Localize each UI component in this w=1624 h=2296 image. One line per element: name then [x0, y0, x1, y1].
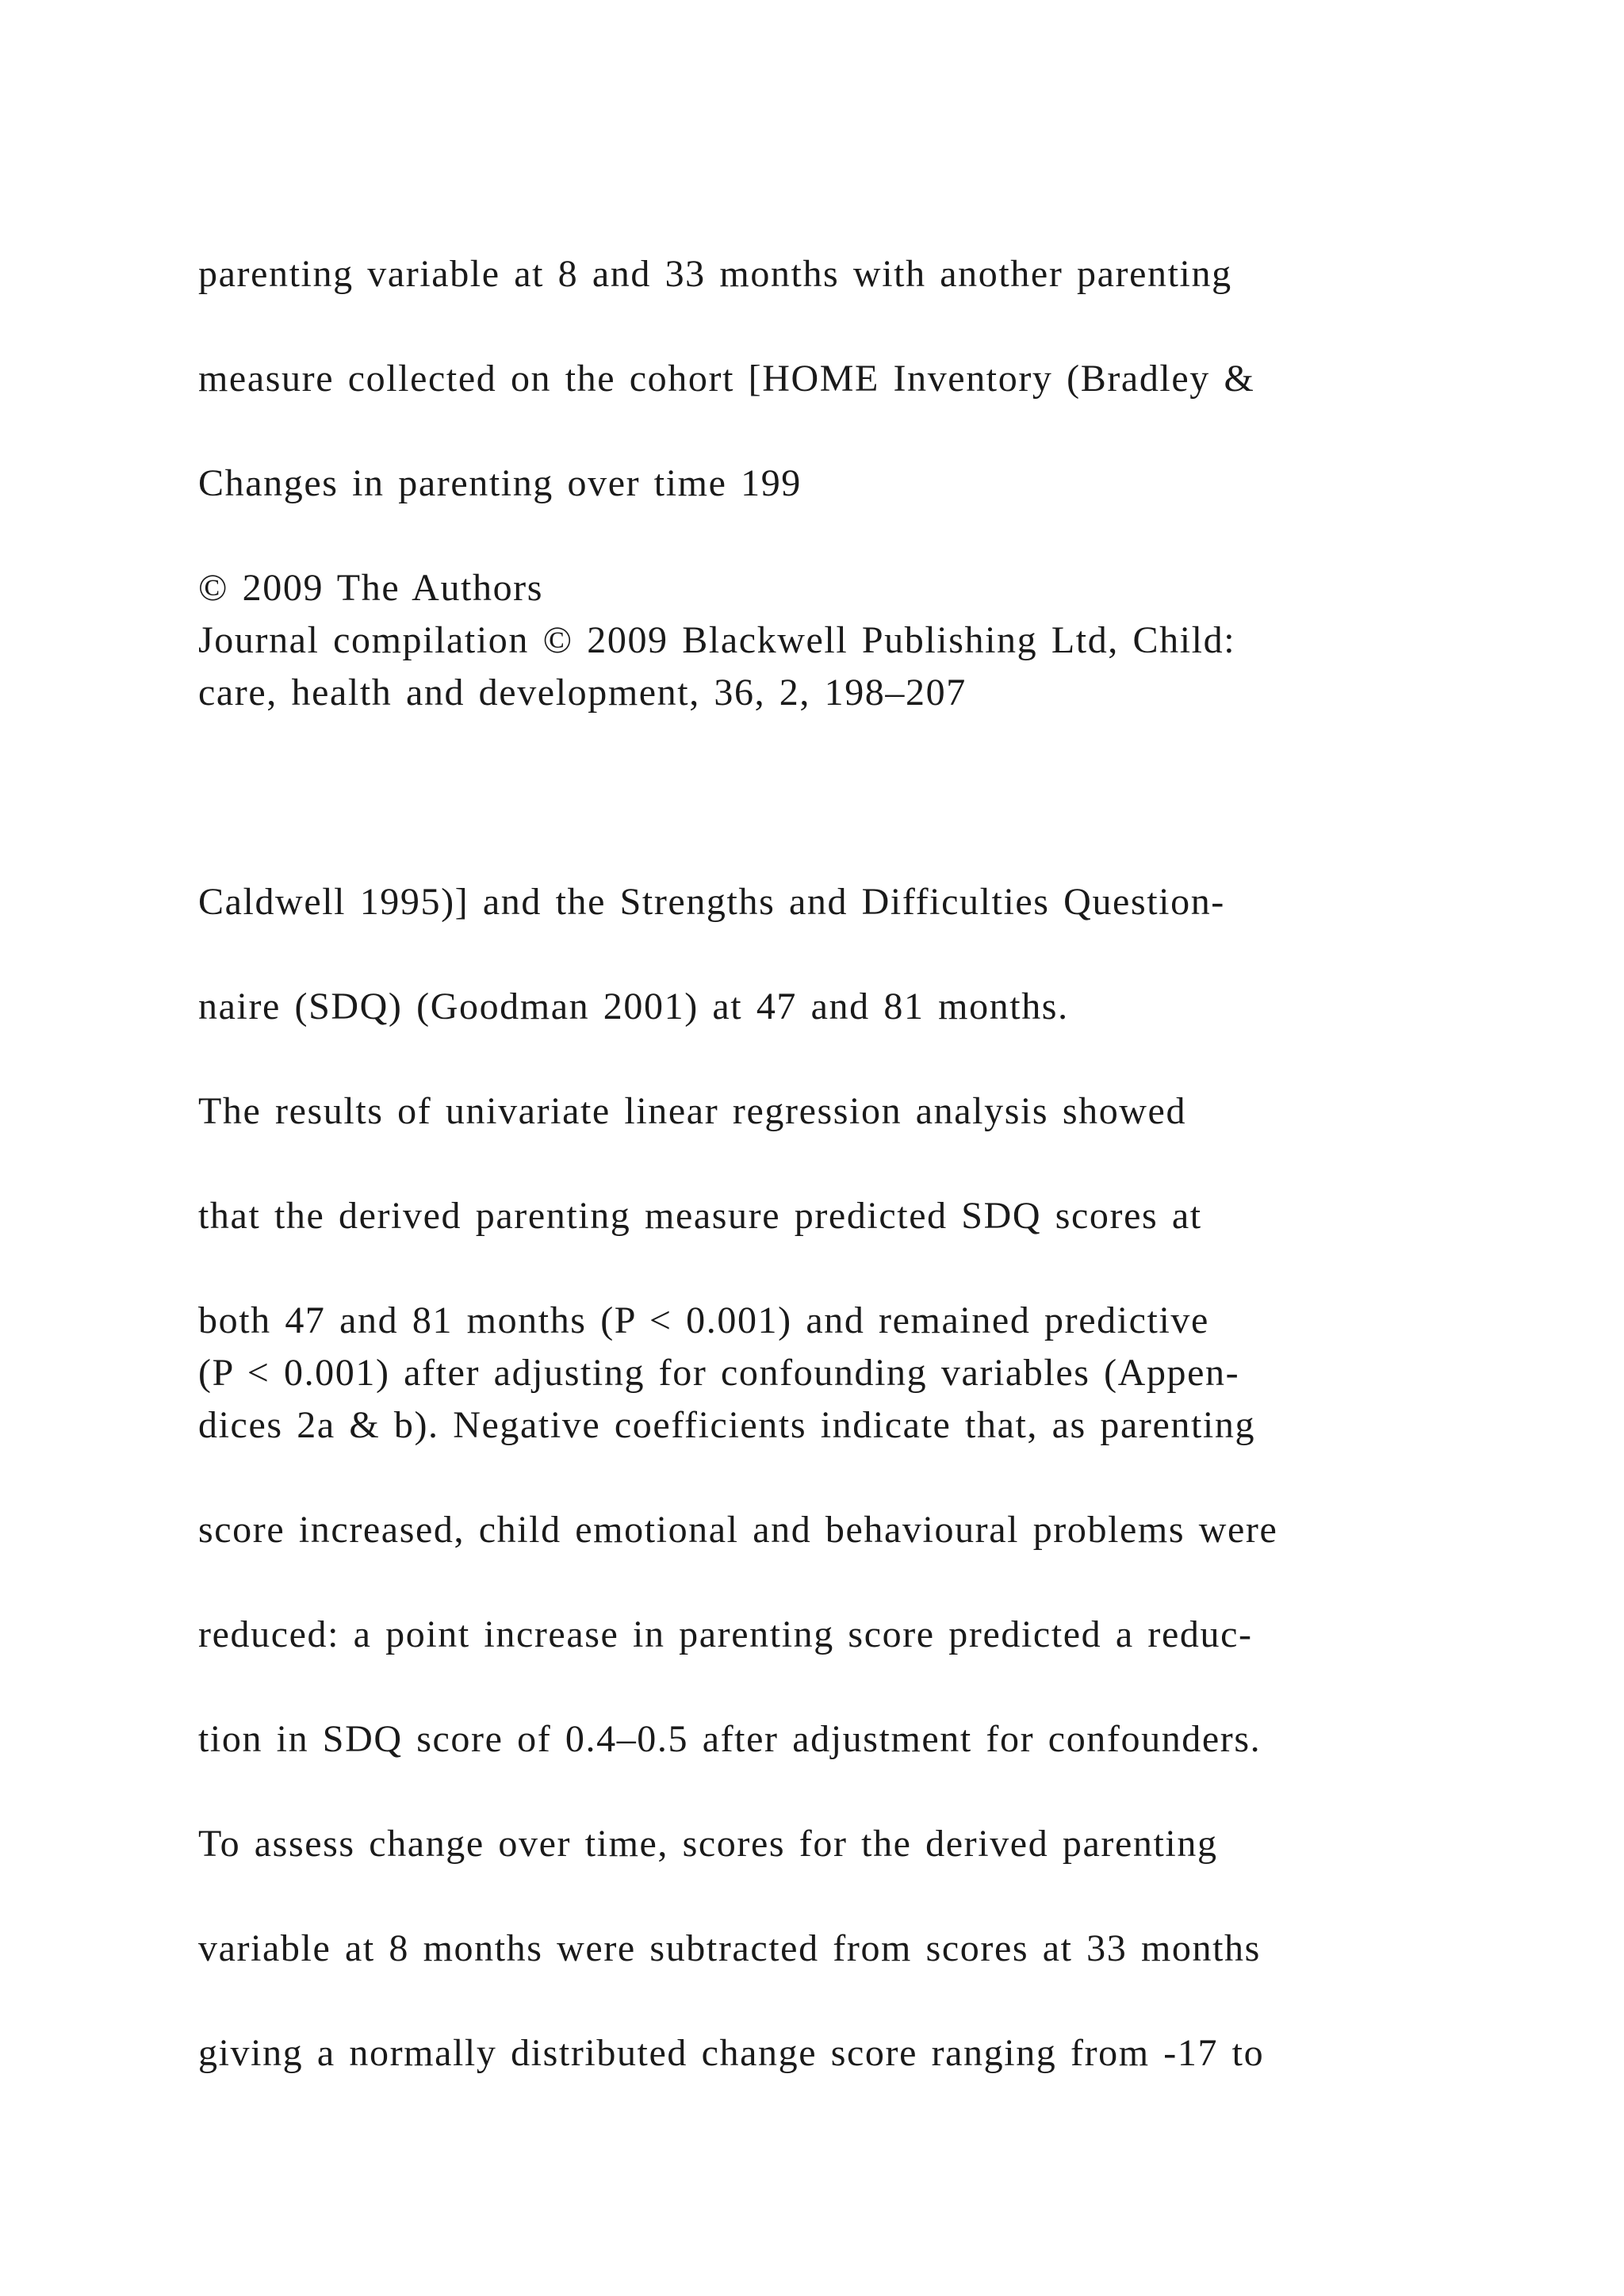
text-line: reduced: a point increase in parenting score predicted a reduc- [198, 1613, 1253, 1655]
text-line: Caldwell 1995)] and the Strengths and Difficulties Question- [198, 881, 1225, 923]
text-line: naire (SDQ) (Goodman 2001) at 47 and 81 months. [198, 985, 1069, 1027]
copyright-notice: © 2009 The Authors [198, 567, 544, 609]
text-line: both 47 and 81 months (P < 0.001) and remained predictive [198, 1299, 1209, 1341]
text-line: giving a normally distributed change score ranging from -17 to [198, 2032, 1265, 2074]
journal-citation: care, health and development, 36, 2, 198–207 [198, 672, 967, 714]
text-line: that the derived parenting measure predicted SDQ scores at [198, 1195, 1202, 1237]
text-line: variable at 8 months were subtracted from scores at 33 months [198, 1927, 1261, 1969]
text-line: (P < 0.001) after adjusting for confounding variables (Appen- [198, 1352, 1240, 1394]
text-line: measure collected on the cohort [HOME Inventory (Bradley & [198, 358, 1255, 400]
text-line: dices 2a & b). Negative coefficients indicate that, as parenting [198, 1404, 1256, 1446]
text-line: tion in SDQ score of 0.4–0.5 after adjustment for confounders. [198, 1718, 1262, 1760]
journal-compilation: Journal compilation © 2009 Blackwell Publishing Ltd, Child: [198, 619, 1236, 661]
running-header: Changes in parenting over time 199 [198, 462, 802, 504]
text-line: score increased, child emotional and behavioural problems were [198, 1509, 1278, 1551]
text-line: The results of univariate linear regression analysis showed [198, 1090, 1187, 1132]
text-line: parenting variable at 8 and 33 months with another parenting [198, 253, 1232, 295]
text-line: To assess change over time, scores for the derived parenting [198, 1823, 1218, 1865]
